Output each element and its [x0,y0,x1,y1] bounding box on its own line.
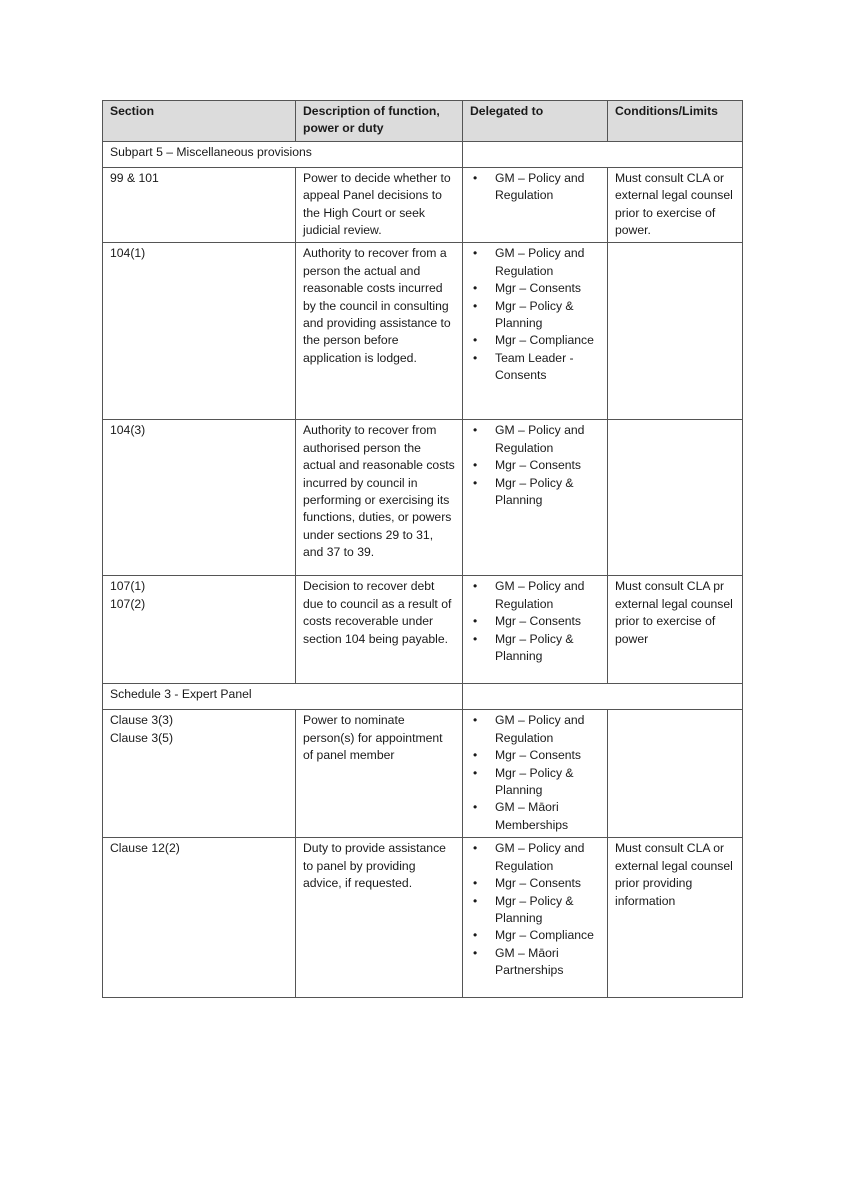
cell-section [103,576,296,684]
cell-description: Power to nominate person(s) for appointment of panel member [296,710,463,838]
cell-conditions: Must consult CLA or external legal counsel prior providing information [608,838,743,998]
delegate-item: • Team Leader - Consents [470,350,600,385]
cell-description: Authority to recover from a person the actual and reasonable costs incurred by the council in consulting and providing assistance to the person before application is lodged. [296,243,463,420]
table-row [103,838,743,998]
delegate-item: • Mgr – Compliance [470,927,600,944]
delegate-item: • Mgr – Policy & Planning [470,475,600,510]
cell-description: Authority to recover from authorised person the actual and reasonable costs incurred by council in performing or exercising its functions, duties, or powers under sections 29 to 31, and 37 to 39. [296,420,463,576]
delegate-item: • Mgr – Policy & Planning [470,298,600,333]
delegation-table [102,100,743,998]
cell-section [103,243,296,420]
table-row [103,576,743,684]
delegate-item: • GM – Policy and Regulation [470,578,600,613]
delegate-item: • GM – Policy and Regulation [470,712,600,747]
section-heading: Schedule 3 - Expert Panel [103,684,463,710]
delegate-item: • GM – Policy and Regulation [470,245,600,280]
delegate-item: • GM – Māori Partnerships [470,945,600,980]
delegate-item: • GM – Māori Memberships [470,799,600,834]
section-heading: Subpart 5 – Miscellaneous provisions [103,141,463,167]
delegate-item: • Mgr – Compliance [470,332,600,349]
delegate-item: • Mgr – Policy & Planning [470,765,600,800]
section-heading-blank [463,684,743,710]
cell-delegated-to [463,576,608,684]
delegate-item: • Mgr – Policy & Planning [470,893,600,928]
delegate-list [470,712,600,834]
table-row [103,710,743,838]
header-conditions: Conditions/Limits [608,101,743,142]
section-ref: 107(2) [110,596,146,611]
cell-conditions: Must consult CLA or external legal counsel prior to exercise of power. [608,167,743,243]
delegate-item: • GM – Policy and Regulation [470,170,600,205]
table-body [103,141,743,997]
cell-description: Power to decide whether to appeal Panel decisions to the High Court or seek judicial review. [296,167,463,243]
table-row [103,420,743,576]
section-ref: 104(1) [110,246,146,261]
delegate-item: • Mgr – Consents [470,613,600,630]
delegate-item: • Mgr – Consents [470,875,600,892]
cell-delegated-to [463,243,608,420]
delegate-item: • Mgr – Consents [470,747,600,764]
cell-section [103,420,296,576]
delegate-item: • Mgr – Consents [470,457,600,474]
cell-section [103,710,296,838]
delegate-item: • GM – Policy and Regulation [470,422,600,457]
delegate-item: • Mgr – Policy & Planning [470,631,600,666]
cell-conditions [608,420,743,576]
section-ref: 104(3) [110,423,146,438]
delegate-list [470,422,600,509]
cell-conditions: Must consult CLA pr external legal counsel prior to exercise of power [608,576,743,684]
header-description: Description of function, power or duty [296,101,463,142]
section-heading-row [103,684,743,710]
section-ref: 107(1) [110,579,146,594]
section-ref: Clause 3(5) [110,730,173,745]
section-heading-blank [463,141,743,167]
table-row [103,243,743,420]
section-ref: Clause 12(2) [110,841,180,856]
cell-conditions [608,710,743,838]
cell-description: Duty to provide assistance to panel by providing advice, if requested. [296,838,463,998]
cell-description: Decision to recover debt due to council as a result of costs recoverable under section 104 being payable. [296,576,463,684]
delegate-list [470,245,600,384]
cell-section [103,167,296,243]
cell-delegated-to [463,838,608,998]
cell-delegated-to [463,420,608,576]
delegate-list [470,170,600,205]
delegate-item: • Mgr – Consents [470,280,600,297]
delegate-list [470,840,600,979]
section-heading-row [103,141,743,167]
section-ref: 99 & 101 [110,170,159,185]
header-section: Section [103,101,296,142]
cell-conditions [608,243,743,420]
cell-section [103,838,296,998]
cell-delegated-to [463,710,608,838]
table-row [103,167,743,243]
section-ref: Clause 3(3) [110,713,173,728]
table-header-row [103,101,743,142]
delegate-item: • GM – Policy and Regulation [470,840,600,875]
delegate-list [470,578,600,665]
header-delegated-to: Delegated to [463,101,608,142]
cell-delegated-to [463,167,608,243]
